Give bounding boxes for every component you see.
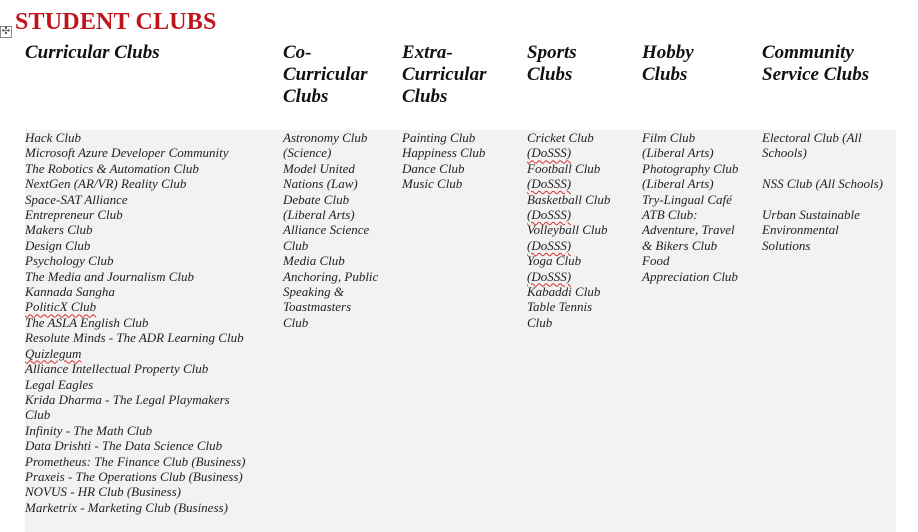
- header-sports: [527, 42, 577, 86]
- list-item: Solutions: [762, 237, 811, 253]
- list-item: (DoSSS): [527, 207, 572, 223]
- header-hobby: [642, 42, 694, 86]
- list-item: (DoSSS): [527, 237, 572, 253]
- list-item: Design Club: [25, 237, 91, 253]
- list-item: Table Tennis: [527, 299, 593, 315]
- list-item: The ASLA English Club: [25, 314, 149, 330]
- list-item: Environmental: [762, 222, 839, 238]
- list-item: Volleyball Club: [527, 222, 608, 238]
- list-item: The Media and Journalism Club: [25, 268, 194, 284]
- list-item: (Science): [283, 145, 332, 161]
- list-item: Debate Club: [283, 191, 350, 207]
- list-item: Happiness Club: [402, 145, 486, 161]
- column-curricular: [25, 130, 245, 515]
- list-item: Data Drishti - The Data Science Club: [25, 438, 223, 454]
- list-item: Yoga Club: [527, 253, 582, 269]
- list-item: Alliance Science: [283, 222, 370, 238]
- header-co-curricular: [283, 42, 367, 108]
- list-item: Schools): [762, 145, 807, 161]
- list-item: NOVUS - HR Club (Business): [25, 484, 181, 500]
- header-line: Clubs: [642, 64, 688, 85]
- list-item: (DoSSS): [527, 268, 572, 284]
- list-item: Krida Dharma - The Legal Playmakers: [25, 391, 230, 407]
- header-line: Curricular: [283, 64, 368, 85]
- list-item: Photography Club: [642, 160, 739, 176]
- list-item: (Liberal Arts): [283, 207, 355, 223]
- list-item: Quizlegum: [25, 345, 82, 361]
- list-item: The Robotics & Automation Club: [25, 160, 199, 176]
- list-item: Toastmasters: [283, 299, 352, 315]
- list-item: PolitiсX Club: [25, 299, 97, 315]
- list-item: Urban Sustainable: [762, 207, 860, 222]
- list-item: (DoSSS): [527, 145, 572, 161]
- page-title: STUDENT CLUBS: [15, 9, 217, 35]
- list-item: Food: [642, 253, 670, 269]
- column-extra-curricular: [402, 130, 485, 192]
- list-item: (Liberal Arts): [642, 176, 714, 192]
- list-item: & Bikers Club: [642, 237, 718, 253]
- list-item: Legal Eagles: [25, 376, 94, 392]
- table-header-row: [0, 42, 918, 126]
- header-line: Sports: [527, 42, 577, 63]
- list-item: Electoral Club (All: [762, 130, 862, 145]
- list-item: Praxeis - The Operations Club (Business): [25, 468, 243, 484]
- list-item: Model United: [283, 160, 355, 176]
- list-item: Music Club: [402, 176, 463, 192]
- header-line: Curricular Clubs: [25, 42, 160, 63]
- list-item: Club: [283, 237, 309, 253]
- header-extra-curricular: [402, 42, 486, 108]
- header-line: Co-: [283, 42, 312, 63]
- list-item: Cricket Club: [527, 130, 594, 145]
- column-co-curricular: [283, 130, 378, 330]
- header-line: Extra-: [402, 42, 453, 63]
- header-line: Curricular: [402, 64, 487, 85]
- header-line: Hobby: [642, 42, 694, 63]
- list-item: Media Club: [283, 253, 345, 269]
- header-community-service: [762, 42, 869, 86]
- list-item: Try-Lingual Café: [642, 191, 732, 207]
- list-item: Club: [283, 314, 309, 330]
- list-item: Basketball Club: [527, 191, 611, 207]
- list-item: Film Club: [642, 130, 696, 145]
- list-item: Adventure, Travel: [642, 222, 735, 238]
- list-item: Football Club: [527, 160, 601, 176]
- list-item: Painting Club: [402, 130, 476, 145]
- list-item: ATB Club:: [642, 207, 698, 223]
- header-line: Clubs: [283, 86, 329, 107]
- list-item: Psychology Club: [25, 253, 114, 269]
- list-item: Resolute Minds - The ADR Learning Club: [25, 330, 244, 346]
- list-item: Hack Club: [25, 130, 81, 145]
- list-item: Kabaddi Club: [527, 284, 601, 300]
- list-item: Astronomy Club: [283, 130, 368, 145]
- list-item: NextGen (AR/VR) Reality Club: [25, 176, 187, 192]
- list-item: Entrepreneur Club: [25, 207, 123, 223]
- list-item: Anchoring, Public: [283, 268, 379, 284]
- list-item: NSS Club (All Schools): [762, 176, 883, 192]
- list-item: Alliance Intellectual Property Club: [25, 361, 209, 377]
- list-item: Infinity - The Math Club: [25, 422, 153, 438]
- column-community-service: [762, 130, 883, 253]
- list-item: Marketrix - Marketing Club (Business): [25, 499, 228, 515]
- list-item: Club: [527, 314, 553, 330]
- list-item: Microsoft Azure Developer Community: [25, 145, 229, 161]
- list-item: (Liberal Arts): [642, 145, 714, 161]
- list-item: Nations (Law): [283, 176, 358, 192]
- list-item: (DoSSS): [527, 176, 572, 192]
- header-curricular: [25, 42, 160, 64]
- header-line: Community: [762, 42, 854, 63]
- list-item: Kannada Sangha: [25, 284, 115, 300]
- list-item: Space-SAT Alliance: [25, 191, 128, 207]
- header-line: Service Clubs: [762, 64, 870, 85]
- column-sports: [527, 130, 610, 330]
- header-line: Clubs: [402, 86, 448, 107]
- list-item: Dance Club: [402, 160, 465, 176]
- list-item: Speaking &: [283, 284, 345, 300]
- move-handle-icon[interactable]: ✣: [1, 26, 11, 37]
- list-item: Makers Club: [25, 222, 93, 238]
- list-item: Prometheus: The Finance Club (Business): [25, 453, 246, 469]
- header-line: Clubs: [527, 64, 573, 85]
- column-hobby: [642, 130, 738, 284]
- list-item: Club: [25, 407, 51, 423]
- list-item: Appreciation Club: [642, 268, 738, 284]
